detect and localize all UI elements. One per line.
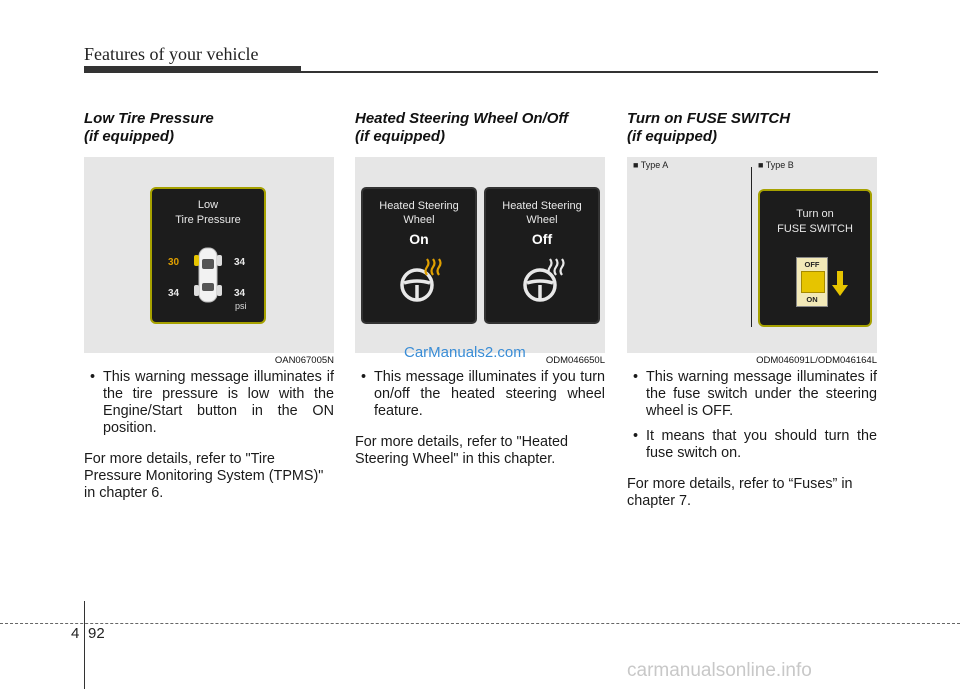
- section-fuse-switch: [627, 110, 877, 510]
- figure-code: OAN067005N: [274, 355, 334, 366]
- bullet-item: • This warning message illuminates if the tire pressure is low with the Engine/Start button in the ON position.: [84, 369, 334, 437]
- heated-steering-state-on: On: [409, 231, 429, 247]
- header-rule: [84, 71, 878, 73]
- tire-rear-left-value: 34: [168, 288, 180, 299]
- display-title-line1: Low: [197, 199, 219, 211]
- footer-divider: [84, 601, 85, 689]
- switch-knob: [801, 271, 825, 293]
- display-title-line2: FUSE SWITCH: [777, 223, 853, 235]
- display-title-line2: Wheel: [403, 214, 435, 226]
- section-title: Turn on FUSE SWITCH (if equipped): [627, 110, 791, 145]
- chapter-number: 4: [71, 625, 80, 642]
- page-header-title: Features of your vehicle: [84, 44, 259, 64]
- footer-site-watermark: carmanualsonline.info: [627, 660, 812, 681]
- heated-steering-wheel-icon: [395, 255, 445, 305]
- switch-off-label: OFF: [804, 260, 820, 269]
- bullet-item: • This warning message illuminates if the fuse switch under the steering wheel is OFF.: [627, 369, 877, 420]
- arrow-down-icon: [832, 271, 848, 297]
- bullet-item: • This message illuminates if you turn on/off the heated steering wheel feature.: [355, 369, 605, 420]
- section-heated-steering-wheel: [355, 110, 605, 468]
- car-top-view-icon: [193, 245, 223, 305]
- reference-paragraph: For more details, refer to "Tire Pressure Monitoring System (TPMS)" in chapter 6.: [84, 451, 324, 501]
- display-title-line2: Tire Pressure: [175, 214, 241, 226]
- heated-steering-figure: [355, 157, 605, 366]
- heated-steering-on-display: [361, 187, 477, 324]
- type-divider: [751, 167, 752, 327]
- low-tire-pressure-display: [150, 187, 266, 324]
- heated-steering-off-display: [484, 187, 600, 324]
- pressure-unit: psi: [235, 301, 247, 311]
- fuse-switch-display: [758, 189, 872, 327]
- page-number: 92: [88, 625, 105, 642]
- display-title-line1: Turn on: [796, 208, 834, 220]
- type-b-label: ■ Type B: [758, 160, 794, 170]
- footer-rule: [0, 623, 960, 624]
- section-body: [627, 369, 877, 510]
- heated-steering-state-off: Off: [531, 231, 553, 247]
- display-title-line2: Wheel: [526, 214, 558, 226]
- reference-paragraph: For more details, refer to “Fuses” in chapter 7.: [627, 476, 853, 509]
- low-tire-pressure-figure: [84, 157, 334, 366]
- tire-front-left-value: 30: [168, 257, 180, 268]
- switch-on-label: ON: [806, 295, 818, 304]
- section-low-tire-pressure: [84, 110, 334, 502]
- steering-wheel-icon: [518, 255, 568, 305]
- display-title-line1: Heated Steering: [379, 200, 459, 212]
- display-title-line1: Heated Steering: [502, 200, 582, 212]
- section-body: [355, 369, 605, 468]
- tire-front-right-value: 34: [234, 257, 246, 268]
- section-title: Low Tire Pressure (if equipped): [84, 110, 214, 145]
- reference-paragraph: For more details, refer to "Heated Steering Wheel" in this chapter.: [355, 434, 569, 467]
- fuse-switch-graphic: [796, 257, 828, 307]
- watermark-text: CarManuals2.com: [404, 344, 526, 361]
- section-title: Heated Steering Wheel On/Off (if equipped): [355, 110, 569, 145]
- figure-code: ODM046650L: [545, 355, 605, 366]
- section-body: [84, 369, 334, 502]
- fuse-switch-figure: [627, 157, 877, 366]
- type-a-label: ■ Type A: [633, 160, 669, 170]
- figure-code: ODM046091L/ODM046164L: [756, 355, 877, 366]
- bullet-item: • It means that you should turn the fuse switch on.: [627, 428, 877, 462]
- tire-rear-right-value: 34: [234, 288, 246, 299]
